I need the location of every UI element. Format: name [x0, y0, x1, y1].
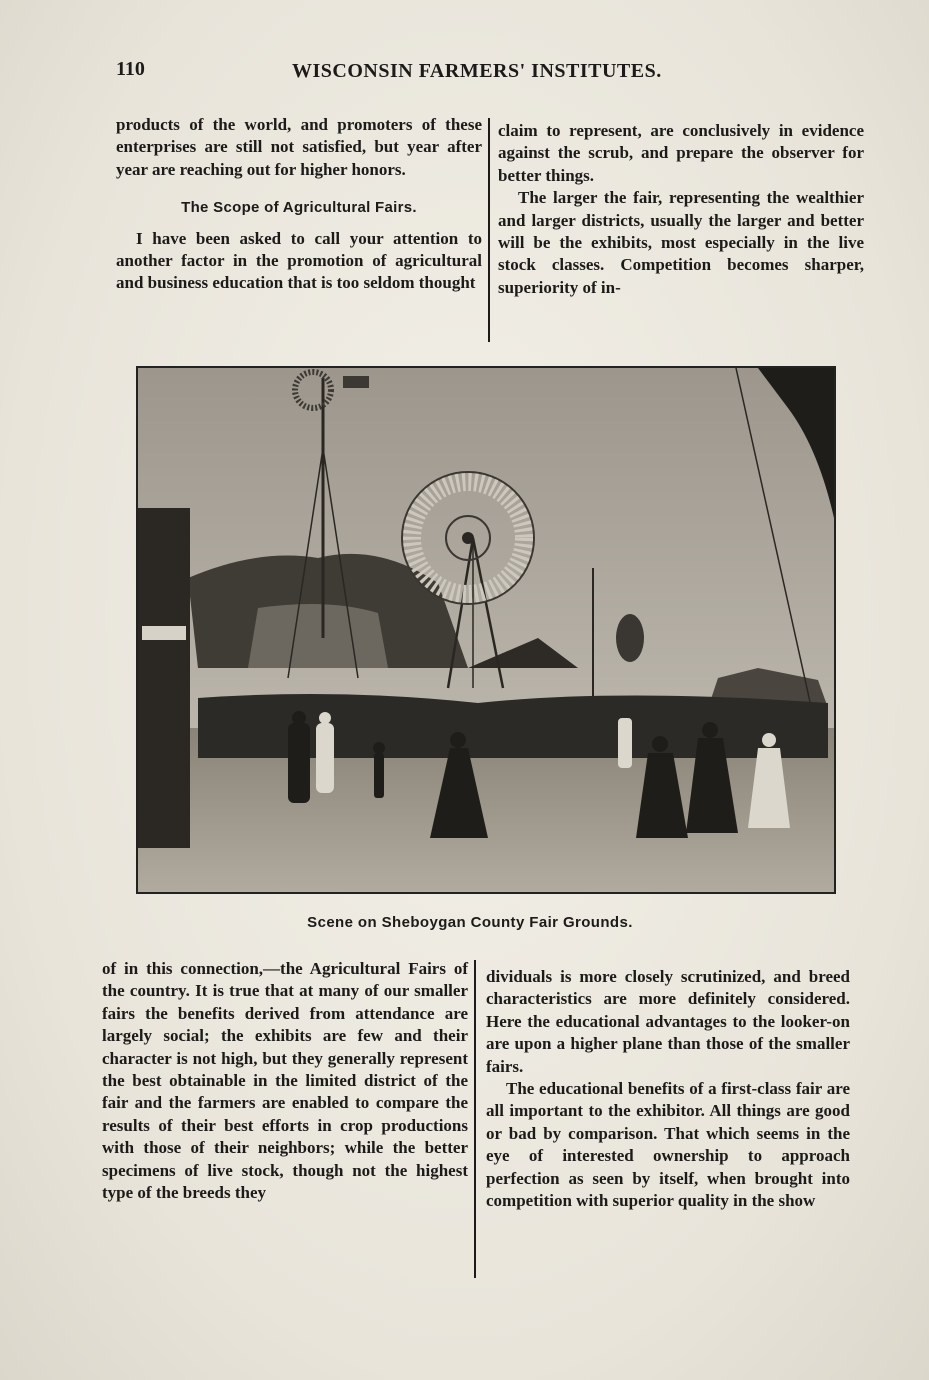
column-divider — [474, 960, 476, 1278]
paragraph: of in this connection,—the Agricultural Fairs of the country. It is true that at many of our smaller fairs the benefits derived from attendance are largely social; the exhibits are few and their character is not high, but they generally represent the best obtainable in the limited district of the fair and the farmers are enabled to compare the results of their best efforts in crop productions with those of their neighbors; while the better specimens of live stock, though not the highest type of the breeds they — [102, 959, 468, 1203]
bottom-left-column — [102, 958, 468, 1204]
paragraph: The larger the fair, representing the wealthier and larger districts, usually the larger and better will be the exhibits, most especially in the live stock classes. Competition becomes sharper, superiority of in- — [498, 188, 864, 297]
bottom-right-column — [486, 966, 850, 1212]
running-title: WISCONSIN FARMERS' INSTITUTES. — [292, 60, 662, 82]
fair-grounds-photograph — [136, 366, 836, 894]
paragraph: The educational benefits of a first-class fair are all important to the exhibitor. All things are good or bad by comparison. That which seems in the eye of interested ownership to approach perfection as seen by itself, when brought into competition with superior quality in the show — [486, 1079, 850, 1211]
paragraph: claim to represent, are conclusively in evidence against the scrub, and prepare the observer for better things. — [498, 121, 864, 185]
top-right-column — [498, 120, 864, 299]
column-divider — [488, 118, 490, 342]
page-number: 110 — [116, 58, 145, 80]
paragraph: I have been asked to call your attention to another factor in the promotion of agricultural and business education that is too seldom thought — [116, 228, 482, 293]
section-heading: The Scope of Agricultural Fairs. — [181, 199, 417, 217]
paragraph: dividuals is more closely scrutinized, and breed characteristics are more definitely considered. Here the educational advantages to the looker-on are upon a higher plane than those of the smaller fairs. — [486, 967, 850, 1076]
paragraph: products of the world, and promoters of these enterprises are still not satisfied, but year after year are reaching out for higher honors. — [116, 115, 482, 179]
figure-caption: Scene on Sheboygan County Fair Grounds. — [307, 914, 633, 931]
top-left-column — [116, 114, 482, 295]
photograph-image — [138, 368, 834, 892]
running-header — [116, 58, 696, 88]
